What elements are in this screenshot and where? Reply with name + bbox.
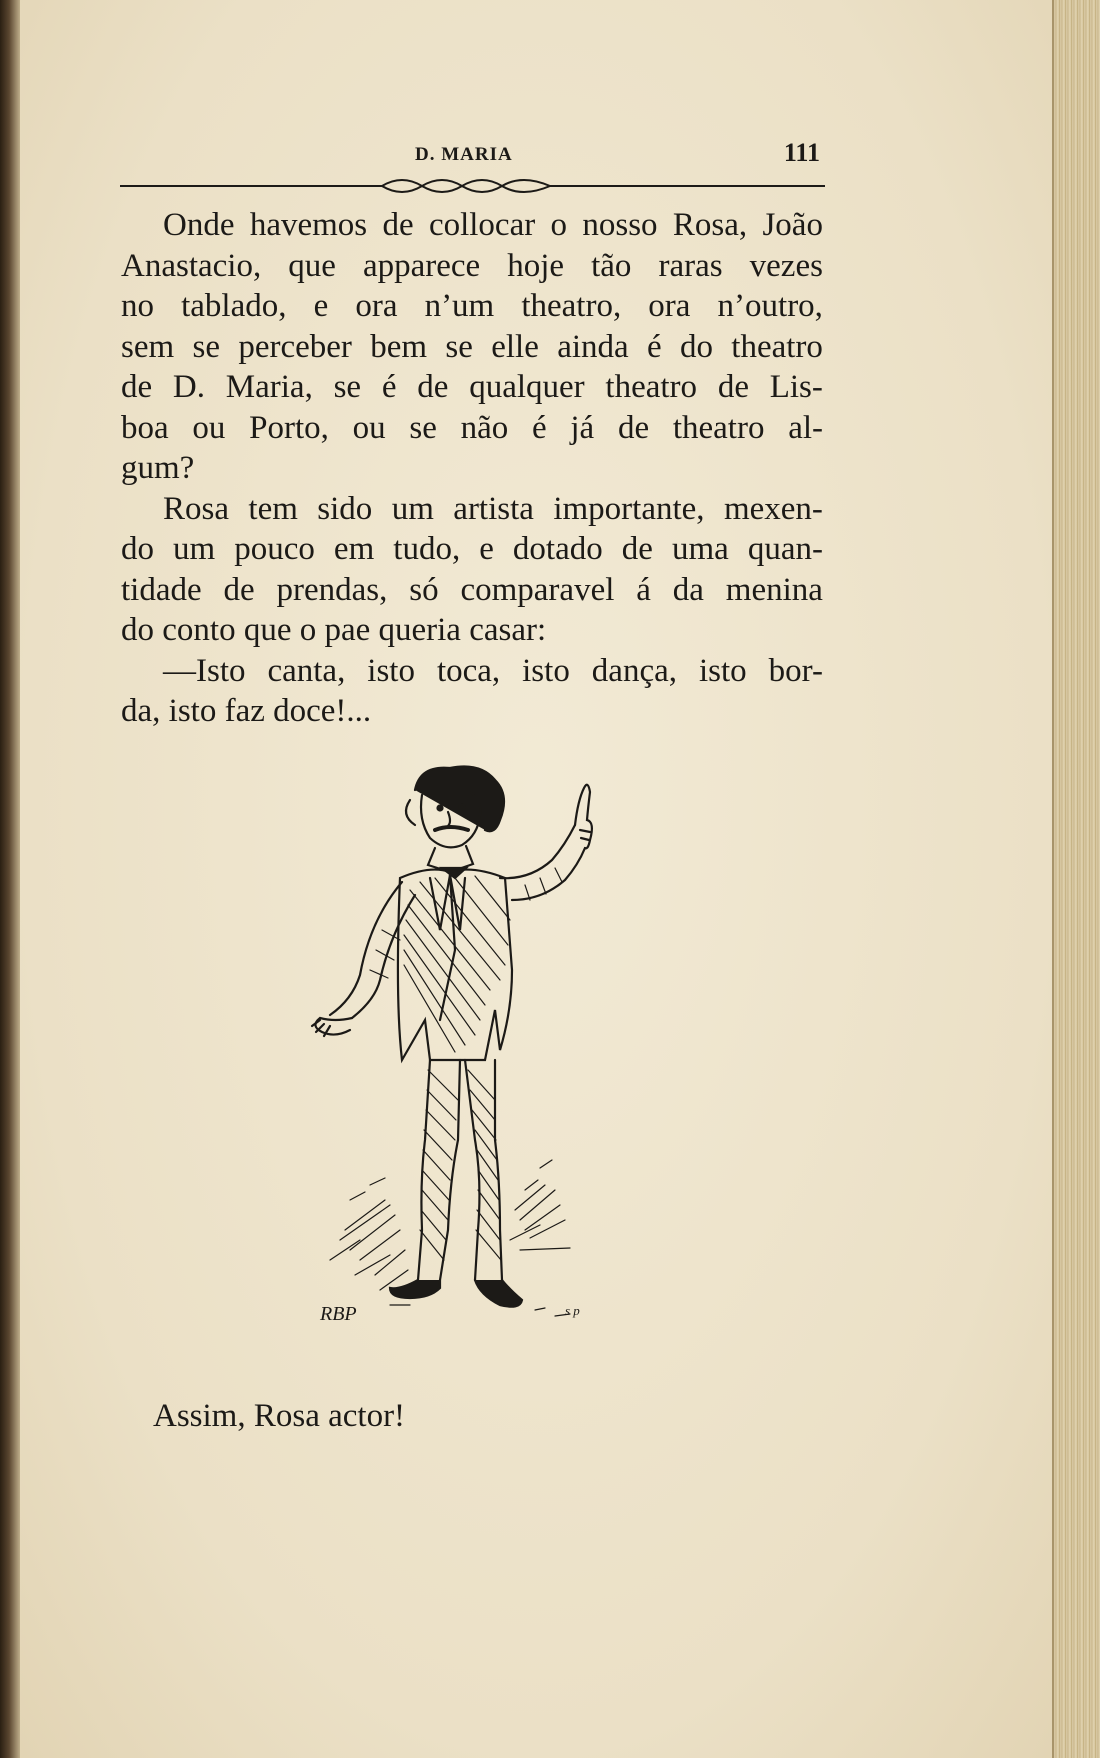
text-line: boa ou Porto, ou se não é já de theatro al- [121, 409, 823, 446]
monogram: RBP [320, 1303, 357, 1325]
running-header [120, 138, 820, 168]
engraver-signature: s p [565, 1303, 580, 1318]
text-line: Onde havemos de collocar o nosso Rosa, João [163, 207, 823, 243]
text-line: Rosa tem sido um artista importante, mexen- [163, 490, 823, 527]
text-line: —Isto canta, isto toca, isto dança, isto bor- [163, 652, 823, 689]
text-line: gum? [121, 450, 195, 486]
illustration-caption: Assim, Rosa actor! [153, 1398, 406, 1434]
page-stack-edge [1052, 0, 1100, 1758]
text-line: tidade de prendas, só comparavel á da menina [121, 571, 823, 608]
actor-caricature-illustration [290, 760, 680, 1360]
body-text [121, 205, 823, 732]
text-line: do um pouco em tudo, e dotado de uma quan- [121, 531, 823, 567]
text-line: sem se perceber bem se elle ainda é do theatro [121, 328, 823, 365]
text-line: de D. Maria, se é de qualquer theatro de Lis- [121, 369, 823, 405]
text-line: do conto que o pae queria casar: [121, 612, 547, 648]
text-line: no tablado, e ora n’um theatro, ora n’outro, [121, 288, 823, 324]
header-rule-ornament [120, 176, 825, 198]
binding-edge [0, 0, 20, 1758]
text-line: Anastacio, que apparece hoje tão raras vezes [121, 247, 823, 284]
text-line: da, isto faz doce!... [121, 693, 372, 729]
page-number: 111 [783, 138, 820, 167]
running-title: D. MARIA [415, 144, 513, 165]
